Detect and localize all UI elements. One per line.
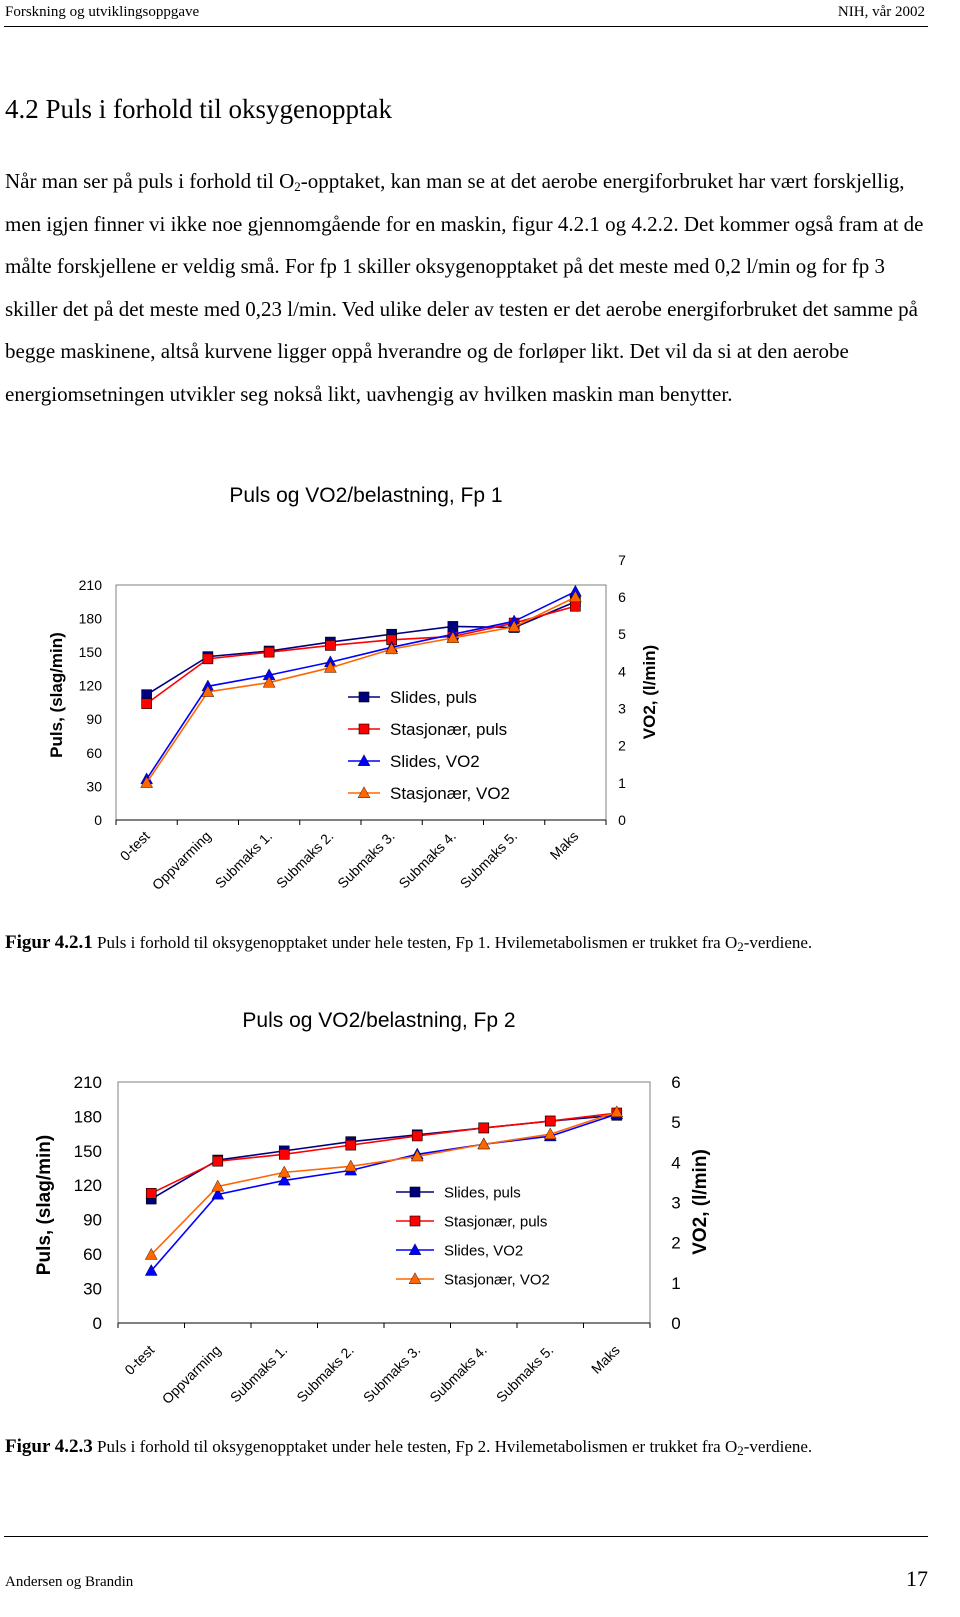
body-text-part: Når man ser på puls i forhold til O [5, 169, 295, 193]
y-tick-label: 0 [94, 811, 102, 828]
data-point [412, 1131, 422, 1141]
legend-marker [359, 692, 369, 702]
x-category-label: Submaks 3. [359, 1341, 424, 1406]
x-category-label: Submaks 1. [226, 1341, 291, 1406]
data-point [570, 601, 580, 611]
page-number: 17 [906, 1566, 928, 1591]
y2-tick-label: 1 [618, 774, 626, 791]
data-point [213, 1156, 223, 1166]
x-category-label: Submaks 1. [211, 827, 276, 892]
y-tick-label: 210 [78, 576, 102, 593]
y-tick-label: 180 [73, 1107, 102, 1127]
y-tick-label: 60 [86, 744, 102, 761]
y2-tick-label: 1 [671, 1273, 681, 1293]
section-title: 4.2 Puls i forhold til oksygenopptak [5, 94, 392, 124]
legend-marker [410, 1187, 420, 1197]
y-tick-label: 150 [73, 1141, 102, 1161]
data-point [142, 690, 152, 700]
data-point [325, 640, 335, 650]
legend-label: Slides, VO2 [444, 1242, 524, 1260]
caption-text: Puls i forhold til oksygenopptaket under hele testen, Fp 1. Hvilemetabolismen er trukket fra O [92, 933, 738, 952]
y-tick-label: 210 [73, 1072, 102, 1092]
subscript: 2 [737, 1443, 744, 1458]
x-category-label: Submaks 5. [492, 1341, 557, 1406]
data-point [279, 1149, 289, 1159]
header-rule [4, 26, 928, 27]
legend-label: Slides, puls [444, 1184, 521, 1202]
legend-label: Stasjonær, VO2 [390, 783, 511, 803]
y2-tick-label: 5 [618, 626, 626, 643]
y-tick-label: 60 [83, 1245, 102, 1265]
subscript: 2 [737, 939, 744, 954]
y2-tick-label: 6 [671, 1072, 681, 1092]
data-point [203, 654, 213, 664]
legend-label: Stasjonær, puls [444, 1213, 548, 1231]
data-point [264, 647, 274, 657]
figure-caption-1 [5, 932, 920, 954]
x-category-label: Submaks 3. [334, 827, 398, 892]
x-category-label: Submaks 4. [426, 1341, 490, 1406]
running-header-right: NIH, vår 2002 [837, 4, 925, 20]
caption-label: Figur 4.2.1 [5, 932, 93, 953]
series-line [151, 1112, 617, 1255]
figure-caption-2 [5, 1436, 920, 1458]
subscript: 2 [294, 179, 301, 194]
running-header-left: Forskning og utviklingsoppgave [5, 4, 200, 20]
y2-tick-label: 2 [618, 737, 626, 754]
footer-authors: Andersen og Brandin [5, 1574, 134, 1590]
chart-fp1 [0, 470, 960, 930]
y-tick-label: 180 [78, 610, 102, 627]
legend-marker [410, 1216, 420, 1226]
y2-tick-label: 0 [671, 1313, 681, 1333]
x-category-label: Maks [587, 1341, 623, 1377]
y2-tick-label: 5 [671, 1113, 681, 1133]
body-paragraph [5, 160, 925, 415]
y-axis-title: Puls, (slag/min) [34, 1134, 55, 1276]
caption-label: Figur 4.2.3 [5, 1436, 93, 1457]
legend-label: Stasjonær, VO2 [444, 1271, 550, 1289]
series-line [147, 602, 576, 695]
y-tick-label: 30 [86, 778, 102, 795]
y-tick-label: 90 [83, 1210, 102, 1230]
legend-label: Slides, puls [390, 687, 477, 707]
data-point [142, 699, 152, 709]
x-category-label: Submaks 2. [293, 1341, 357, 1406]
data-point [146, 1188, 156, 1198]
y-tick-label: 150 [78, 644, 102, 661]
y-axis-title: Puls, (slag/min) [47, 632, 66, 758]
legend-marker [359, 724, 369, 734]
y-tick-label: 0 [92, 1313, 102, 1333]
y2-axis-title: VO2, (l/min) [640, 644, 659, 740]
y-tick-label: 30 [83, 1279, 102, 1299]
chart-title: Puls og VO2/belastning, Fp 2 [242, 1009, 516, 1032]
y2-tick-label: 4 [671, 1153, 681, 1173]
chart-title: Puls og VO2/belastning, Fp 1 [229, 484, 503, 507]
x-category-label: 0-test [121, 1341, 158, 1378]
x-category-label: Submaks 5. [456, 827, 521, 892]
x-category-label: Oppvarming [148, 827, 214, 894]
y2-tick-label: 4 [618, 663, 626, 680]
y2-tick-label: 6 [618, 589, 626, 606]
body-text-part: -opptaket, kan man se at det aerobe energiforbruket har vært forskjellig, men igjen finner vi ikke noe gjennomgående for en maskin, figur 4.2.1 og 4.2.2. Det kommer også fram at de målte forskjellene er veldig små. For fp 1 skiller oksygenopptaket på det meste med 0,2 l/min og for fp 3 skiller det på det meste med 0,23 l/min. Ved ulike deler av testen er det aerobe energiforbruket det samme på begge maskinene, altså kurvene ligger oppå hverandre og de forløper likt. Det vil da si at den aerobe energiomsetningen utvikler seg nokså likt, uavhengig av hvilken maskin man benytter. [5, 169, 924, 406]
legend-label: Stasjonær, puls [390, 719, 508, 739]
y-tick-label: 120 [73, 1176, 102, 1196]
y-tick-label: 120 [78, 677, 102, 694]
chart-fp2 [0, 995, 960, 1435]
footer-rule [4, 1536, 928, 1537]
y2-axis-title: VO2, (l/min) [690, 1149, 711, 1255]
data-point [479, 1123, 489, 1133]
x-category-label: Oppvarming [158, 1341, 224, 1408]
x-category-label: Maks [546, 827, 582, 863]
caption-text: -verdiene. [743, 933, 813, 952]
y2-tick-label: 3 [618, 700, 626, 717]
y2-tick-label: 2 [671, 1233, 681, 1253]
y2-tick-label: 3 [671, 1193, 681, 1213]
caption-text: -verdiene. [743, 1437, 813, 1456]
data-point [545, 1116, 555, 1126]
data-point [346, 1140, 356, 1150]
y2-tick-label: 0 [618, 811, 626, 828]
legend-label: Slides, VO2 [390, 751, 480, 771]
y-tick-label: 90 [86, 711, 102, 728]
y2-tick-label: 7 [618, 551, 626, 568]
caption-text: Puls i forhold til oksygenopptaket under hele testen, Fp 2. Hvilemetabolismen er trukket fra O [92, 1437, 738, 1456]
x-category-label: 0-test [116, 827, 153, 864]
x-category-label: Submaks 4. [395, 827, 459, 892]
x-category-label: Submaks 2. [272, 827, 337, 892]
